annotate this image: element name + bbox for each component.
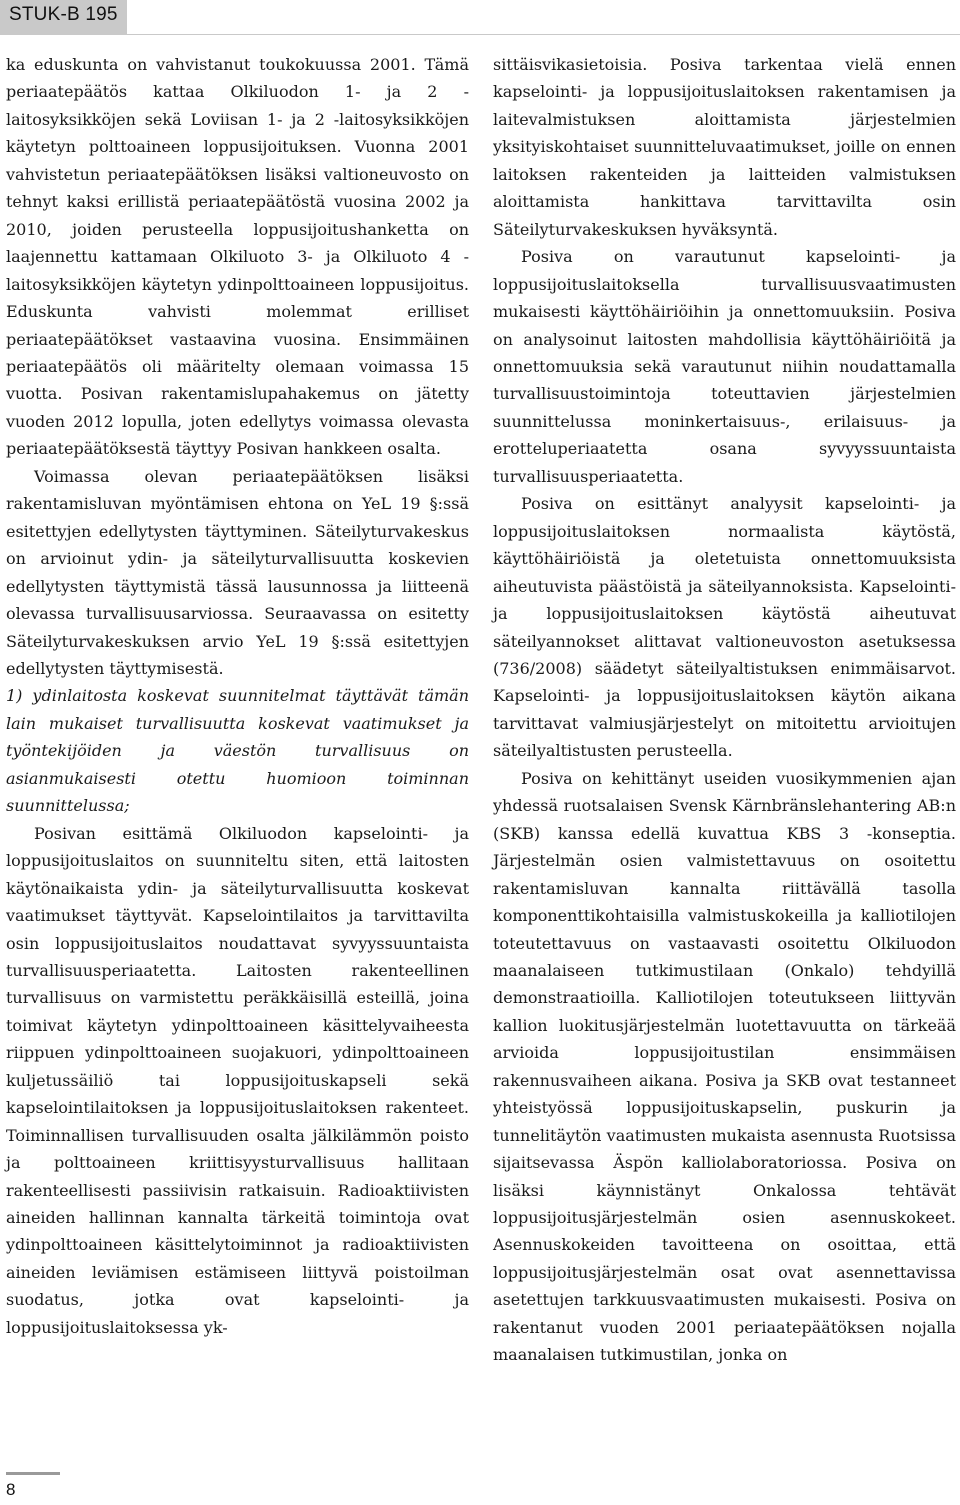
paragraph: Posiva on varautunut kapselointi- ja loppusijoituslaitoksella turvallisuusvaatimusten mukaisesti käyttöhäiriöihin ja onnettomuuksiin. Posiva on analysoinut laitosten mahdollisia käyttöhäiriöitä ja onnettomuuksia sekä varautunut niihin noudattamalla turvallisuustoimintoja toteuttavien järjestelmien suunnittelussa moninkertaisuus-, erilaisuus- ja erotteluperiaatetta osana syvyyssuuntaista turvallisuusperiaatetta. <box>493 247 956 486</box>
header-divider <box>0 34 960 35</box>
quoted-law-clause: 1) ydinlaitosta koskevat suunnitelmat täyttävät tämän lain mukaiset turvallisuutta koskevat vaatimukset ja työntekijöiden ja väestön turvallisuus on asianmukaisesti otettu huomioon toiminnan suunnittelussa; <box>6 686 469 816</box>
left-text-column <box>6 51 469 1341</box>
paragraph: ka eduskunta on vahvistanut toukokuussa 2001. Tämä periaatepäätös kattaa Olkiluodon 1- ja 2 -laitosyksikköjen sekä Loviisan 1- ja 2 -laitosyksikköjen käytetyn polttoaineen loppusijoituksen. Vuonna 2001 vahvistetun periaatepäätöksen lisäksi valtioneuvosto on tehnyt kaksi erillistä periaatepäätöstä vuosina 2002 ja 2010, joiden perusteella loppusijoitushanketta on laajennettu kattamaan Olkiluoto 3- ja Olkiluoto 4 -laitosyksikköjen käytetyn ydinpolttoaineen loppusijoitus. Eduskunta vahvisti molemmat erilliset periaatepäätökset vastaavina vuosina. Ensimmäinen periaatepäätös oli määritelty olemaan voimassa 15 vuotta. Posivan rakentamislupahakemus on jätetty vuoden 2012 lopulla, joten edellytys voimassa olevasta periaatepäätöksestä täyttyy Posivan hankkeen osalta. <box>6 55 469 459</box>
paragraph: Posivan esittämä Olkiluodon kapselointi- ja loppusijoituslaitos on suunniteltu siten, että laitosten käytönaikaista ydin- ja säteilyturvallisuutta koskevat vaatimukset täyttyvät. Kapselointilaitos ja tarvittavilta osin loppusijoituslaitos noudattavat syvyyssuuntaista turvallisuusperiaatetta. Laitosten rakenteellinen turvallisuus on varmistettu peräkkäisillä esteillä, joina toimivat käytetyn ydinpolttoaineen käsittelyvaiheesta riippuen ydinpolttoaineen suojakuori, ydinpolttoaineen kuljetussäiliö tai loppusijoituskapseli sekä kapselointilaitoksen ja loppusijoituslaitoksen rakenteet. Toiminnallisen turvallisuuden osalta jälkilämmön poisto ja polttoaineen kriittisyysturvallisuus hallitaan rakenteellisesti passiivisin ratkaisuin. Radioaktiivisten aineiden hallinnan kannalta tärkeitä toimintoja ovat ydinpolttoaineen käsittelytoiminnot ja radioaktiivisten aineiden leviämisen estämiseen liittyvä poistoilman suodatus, jotka ovat kapselointi- ja loppusijoituslaitoksessa yk- <box>6 823 469 1337</box>
footer-divider <box>6 1472 60 1475</box>
paragraph: Posiva on esittänyt analyysit kapselointi- ja loppusijoituslaitoksen normaalista käytöstä, käyttöhäiriöistä ja oletetuista onnettomuuksista aiheutuvista päästöistä ja säteilyannoksista. Kapselointi- ja loppusijoituslaitoksen käytöstä aiheutuvat säteilyannokset alittavat valtioneuvoston asetuksessa (736/2008) säädetyt säteilyaltistuksen enimmäisarvot. Kapselointi- ja loppusijoituslaitoksen käytön aikana tarvittavat valmiusjärjestelyt on mitoitettu arvioitujen säteilyaltistusten perusteella. <box>493 494 956 761</box>
page-number: 8 <box>6 1480 16 1499</box>
paragraph: Voimassa olevan periaatepäätöksen lisäksi rakentamisluvan myöntämisen ehtona on YeL 19 §:ssä esitettyjen edellytysten täyttyminen. Säteilyturvakeskus on arvioinut ydin- ja säteilyturvallisuutta koskevien edellytysten täyttymistä tässä lausunnossa ja liitteenä olevassa turvallisuusarviossa. Seuraavassa on esitetty Säteilyturvakeskuksen arvio YeL 19 §:ssä esitettyjen edellytysten täyttymisestä. <box>6 466 469 678</box>
paragraph: Posiva on kehittänyt useiden vuosikymmenien ajan yhdessä ruotsalaisen Svensk Kärnbränslehantering AB:n (SKB) kanssa edellä kuvattua KBS 3 -konseptia. Järjestelmän osien valmistettavuus on osoitettu rakentamisluvan kannalta riittävällä tasolla komponenttikohtaisilla valmistuskokeilla ja kalliotilojen toteutettavuus on vastaavasti osoitettu Olkiluodon maanalaiseen tutkimustilaan (Onkalo) tehdyillä demonstraatioilla. Kalliotilojen toteutukseen liittyvän kallion luokitusjärjestelmän luotettavuutta on tärkeää arvioida loppusijoitustilan ensimmäisen rakennusvaiheen aikana. Posiva ja SKB ovat testanneet yhteistyössä loppusijoituskapselin, puskurin ja tunnelitäytön vaatimusten mukaista asennusta Ruotsissa sijaitsevassa Äspön kalliolaboratoriossa. Posiva on lisäksi käynnistänyt Onkalossa tehtävät loppusijoitusjärjestelmän osien asennuskokeet. Asennuskokeiden tavoitteena on osoittaa, että loppusijoitusjärjestelmän osat ovat asennettavissa asetettujen tarkkuusvaatimusten mukaisesti. Posiva on rakentanut vuoden 2001 periaatepäätöksen nojalla maanalaisen tutkimustilan, jonka on <box>493 768 956 1365</box>
paragraph: sittäisvikasietoisia. Posiva tarkentaa vielä ennen kapselointi- ja loppusijoituslaitoksen rakentamisen ja laitevalmistuksen aloittamista järjestelmien yksityiskohtaiset suunnitteluvaatimukset, joille on ennen laitoksen rakenteiden ja laitteiden valmistuksen aloittamista hankittava tarvittavilta osin Säteilyturvakeskuksen hyväksyntä. <box>493 55 956 239</box>
right-text-column <box>493 51 956 1369</box>
series-label: STUK-B 195 <box>0 0 127 34</box>
